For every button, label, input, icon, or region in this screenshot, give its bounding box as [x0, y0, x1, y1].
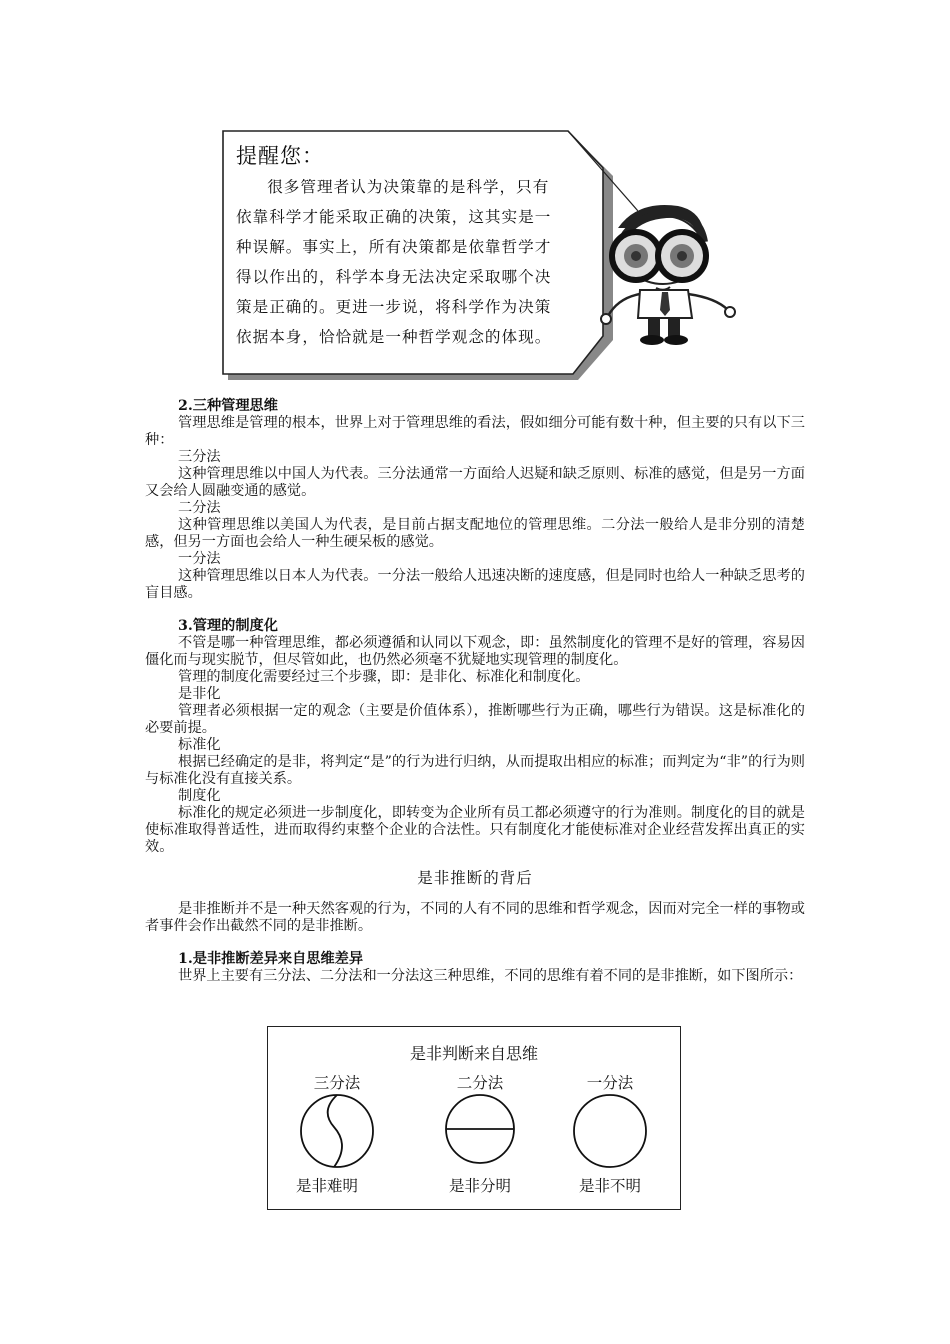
callout-line: 得以作出的，科学本身无法决定采取哪个决: [236, 268, 552, 286]
subheading: 三分法: [178, 449, 221, 465]
callout-line: 策是正确的。更进一步说，将科学作为决策: [236, 298, 552, 316]
callout-line: 种误解。事实上，所有决策都是依靠哲学才: [236, 238, 552, 256]
thinking-diagram: [267, 1026, 681, 1210]
diagram-label-top: 一分法: [586, 1074, 634, 1092]
section-heading: 3.管理的制度化: [178, 618, 278, 634]
subheading: 二分法: [178, 500, 221, 516]
diagram-label-bottom: 是非不明: [578, 1177, 641, 1195]
subheading: 是非化: [178, 686, 221, 702]
paragraph: 世界上主要有三分法、二分法和一分法这三种思维，不同的思维有着不同的是非推断，如下图所示：: [178, 968, 803, 984]
article-body: [145, 398, 805, 985]
paragraph: 是非推断并不是一种天然客观的行为，不同的人有不同的思维和哲学观念，因而对完全一样的事物或者事件会作出截然不同的是非推断。: [145, 901, 805, 934]
paragraph: 这种管理思维以美国人为代表，是目前占据支配地位的管理思维。二分法一般给人是非分别的清楚感，但另一方面也会给人一种生硬呆板的感觉。: [145, 517, 805, 550]
paragraph: 管理思维是管理的根本，世界上对于管理思维的看法，假如细分可能有数十种，但主要的只有以下三种：: [145, 415, 805, 448]
cartoon-character-illustration: [578, 198, 746, 348]
paragraph: 这种管理思维以中国人为代表。三分法通常一方面给人迟疑和缺乏原则、标准的感觉，但是另一方面又会给人圆融变通的感觉。: [145, 466, 805, 499]
callout-line: 依靠科学才能采取正确的决策，这其实是一: [236, 208, 552, 226]
diagram-title: 是非判断来自思维: [409, 1044, 538, 1063]
subheading: 制度化: [178, 788, 221, 804]
diagram-label-bottom: 是非难明: [295, 1177, 358, 1195]
paragraph: 根据已经确定的是非，将判定“是”的行为进行归纳，从而提取出相应的标准；而判定为“非”的行为则与标准化没有直接关系。: [145, 754, 805, 787]
section-title: 是非推断的背后: [417, 869, 533, 887]
diagram-label-bottom: 是非分明: [448, 1177, 511, 1195]
paragraph: 这种管理思维以日本人为代表。一分法一般给人迅速决断的速度感，但是同时也给人一种缺乏思考的盲目感。: [145, 568, 805, 601]
callout-title: 提醒您：: [236, 144, 324, 168]
paragraph: 管理者必须根据一定的观念（主要是价值体系），推断哪些行为正确，哪些行为错误。这是标准化的必要前提。: [145, 703, 805, 736]
subheading: 标准化: [178, 737, 221, 753]
section-heading: 2.三种管理思维: [178, 398, 278, 414]
diagram-label-top: 三分法: [313, 1074, 361, 1092]
diagram-label-top: 二分法: [456, 1074, 504, 1092]
callout-line: 很多管理者认为决策靠的是科学，只有: [267, 178, 550, 196]
callout-line: 依据本身，恰恰就是一种哲学观念的体现。: [236, 328, 552, 346]
paragraph: 标准化的规定必须进一步制度化，即转变为企业所有员工都必须遵守的行为准则。制度化的目的就是使标准取得普适性，进而取得约束整个企业的合法性。只有制度化才能使标准对企业经营发挥出真正的实效。: [145, 805, 805, 855]
subheading: 一分法: [178, 551, 221, 567]
paragraph: 不管是哪一种管理思维，都必须遵循和认同以下观念，即：虽然制度化的管理不是好的管理，容易因僵化而与现实脱节，但尽管如此，也仍然必须毫不犹疑地实现管理的制度化。: [145, 635, 805, 668]
three-part-circle-icon: [301, 1095, 373, 1167]
two-part-circle-icon: [446, 1095, 514, 1163]
section-heading: 1.是非推断差异来自思维差异: [178, 951, 364, 967]
one-part-circle-icon: [574, 1095, 646, 1167]
callout-body: [236, 172, 562, 352]
paragraph: 管理的制度化需要经过三个步骤，即：是非化、标准化和制度化。: [178, 669, 590, 685]
